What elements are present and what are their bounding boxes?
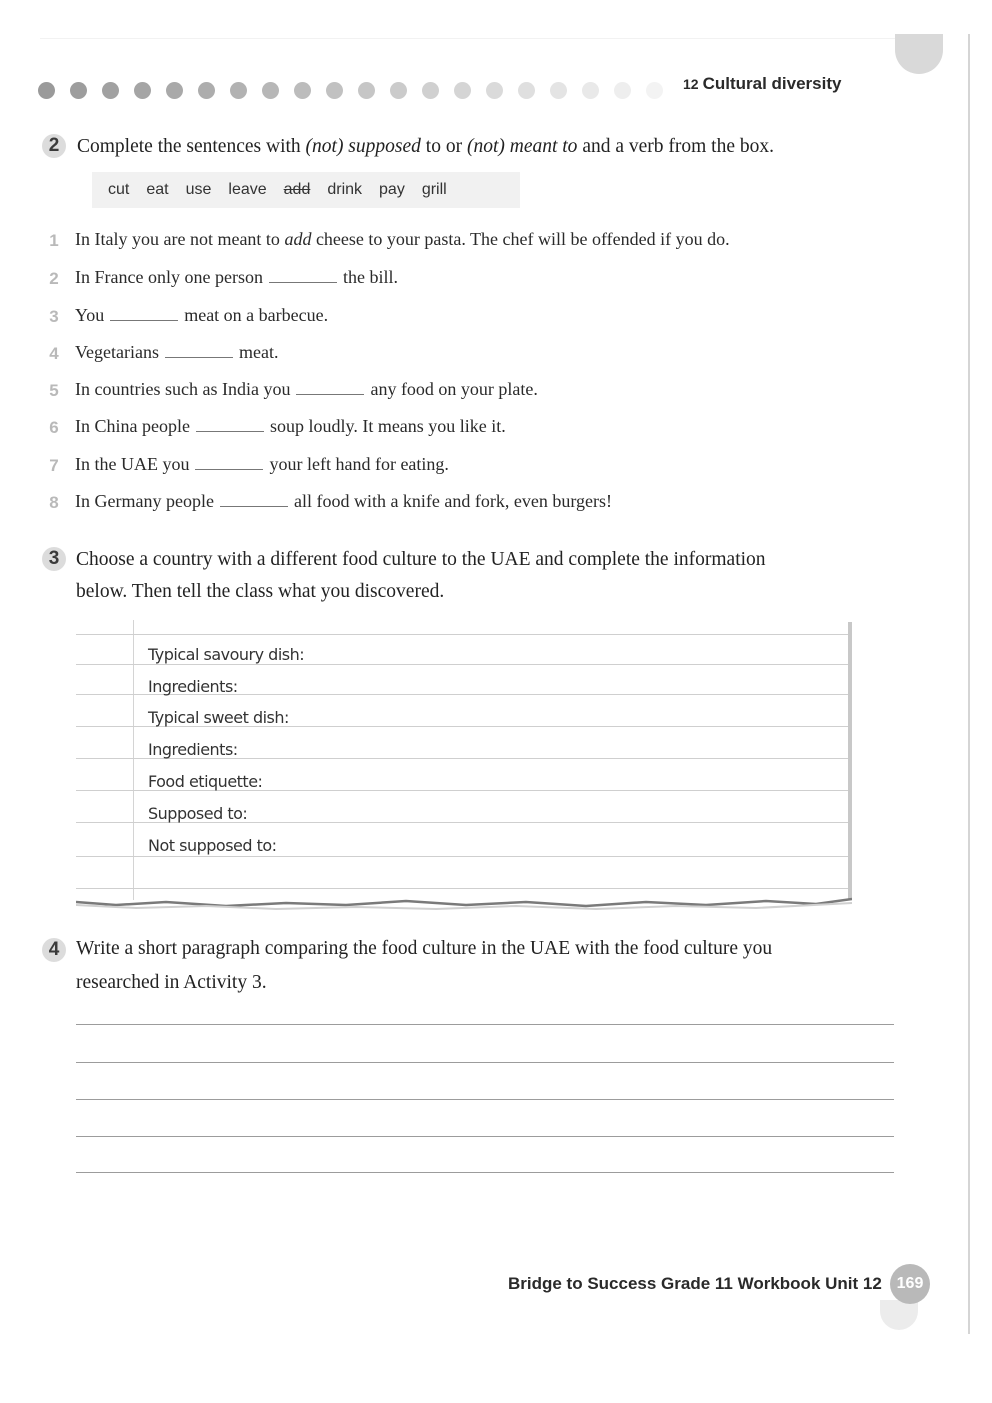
- dot-icon: [454, 82, 471, 99]
- dot-icon: [262, 82, 279, 99]
- sentence-start: In China people: [75, 416, 190, 436]
- unit-title: Cultural diversity: [702, 74, 842, 93]
- activity-2-number: 2: [42, 134, 66, 158]
- sentence-item: [75, 379, 538, 400]
- sentence-end: meat on a barbecue.: [184, 305, 329, 325]
- field-ingredients[interactable]: Ingredients:: [148, 740, 238, 759]
- sentence-end: meat.: [238, 342, 279, 362]
- item-number: 8: [49, 493, 59, 512]
- dot-icon: [166, 82, 183, 99]
- word-option: pay: [379, 181, 405, 198]
- dot-icon: [486, 82, 503, 99]
- sentence-item: [75, 305, 328, 326]
- item-number: 1: [49, 231, 59, 250]
- top-hairline: [40, 38, 920, 39]
- sentence-start: In Italy you are not meant to: [75, 229, 285, 249]
- dot-icon: [294, 82, 311, 99]
- dot-icon: [518, 82, 535, 99]
- answer-blank[interactable]: [196, 417, 264, 432]
- activity-4-instruction-line-2: researched in Activity 3.: [76, 972, 267, 993]
- sentence-end: cheese to your pasta. The chef will be offended if you do.: [311, 229, 730, 249]
- sentence-end: any food on your plate.: [370, 379, 538, 399]
- field-typical-savoury-dish[interactable]: Typical savoury dish:: [148, 645, 305, 664]
- instruction-text: to or: [420, 136, 467, 157]
- item-number: 5: [49, 381, 59, 400]
- footer-title: Bridge to Success Grade 11 Workbook Unit 12: [508, 1274, 882, 1293]
- writing-line[interactable]: [76, 1136, 894, 1137]
- dot-icon: [422, 82, 439, 99]
- notepaper-margin: [133, 620, 134, 900]
- word-option: grill: [421, 181, 447, 198]
- example-sentence: [75, 229, 730, 250]
- dot-icon: [550, 82, 567, 99]
- dot-icon: [358, 82, 375, 99]
- unit-number: 12: [683, 76, 699, 92]
- word-option: use: [185, 181, 212, 198]
- item-number: 7: [49, 456, 59, 475]
- dot-icon: [390, 82, 407, 99]
- field-food-etiquette[interactable]: Food etiquette:: [148, 772, 263, 791]
- field-typical-sweet-dish[interactable]: Typical sweet dish:: [148, 708, 289, 727]
- writing-line[interactable]: [76, 1099, 894, 1100]
- corner-decoration: [895, 34, 943, 74]
- sentence-end: soup loudly. It means you like it.: [269, 416, 506, 436]
- field-ingredients[interactable]: Ingredients:: [148, 677, 238, 696]
- dot-icon: [38, 82, 55, 99]
- dot-icon: [646, 82, 663, 99]
- activity-2-instruction: [77, 130, 774, 163]
- sentence-end: the bill.: [342, 267, 398, 287]
- sentence-item: [75, 491, 612, 512]
- item-number: 3: [49, 307, 59, 326]
- unit-header: [683, 74, 841, 94]
- sentence-end: all food with a knife and fork, even burgers!: [293, 491, 613, 511]
- note-rule: [76, 888, 848, 889]
- word-option: cut: [108, 181, 130, 198]
- item-number: 2: [49, 269, 59, 288]
- answer-blank[interactable]: [220, 492, 288, 507]
- instruction-text: Complete the sentences with: [77, 136, 306, 157]
- item-number: 4: [49, 344, 59, 363]
- item-number: 6: [49, 418, 59, 437]
- torn-edge: [76, 896, 852, 912]
- activity-3-number: 3: [42, 547, 66, 571]
- activity-3-instruction-line-2: below. Then tell the class what you discovered.: [76, 581, 445, 602]
- note-rule: [76, 664, 848, 665]
- word-option: drink: [327, 181, 363, 198]
- dot-icon: [102, 82, 119, 99]
- instruction-italic: (not) meant to: [466, 136, 578, 157]
- field-supposed-to[interactable]: Supposed to:: [148, 804, 248, 823]
- sentence-item: [75, 267, 398, 288]
- note-rule: [76, 634, 848, 635]
- page-number: 169: [890, 1264, 930, 1304]
- activity-3-instruction-line-1: Choose a country with a different food culture to the UAE and complete the information: [76, 549, 766, 570]
- note-rule: [76, 856, 848, 857]
- sentence-start: In Germany people: [75, 491, 214, 511]
- sentence-start: In France only one person: [75, 267, 263, 287]
- instruction-italic: (not) supposed: [305, 136, 421, 157]
- dot-icon: [326, 82, 343, 99]
- instruction-text: and a verb from the box.: [577, 136, 774, 157]
- answer-blank[interactable]: [296, 380, 364, 395]
- answer-blank[interactable]: [269, 268, 337, 283]
- sentence-start: In the UAE you: [75, 454, 190, 474]
- field-not-supposed-to[interactable]: Not supposed to:: [148, 836, 277, 855]
- example-answer: add: [284, 229, 312, 249]
- word-option: leave: [228, 181, 267, 198]
- notepaper-shadow: [848, 622, 852, 900]
- sentence-start: In countries such as India you: [75, 379, 291, 399]
- word-box: [92, 172, 520, 208]
- answer-blank[interactable]: [110, 306, 178, 321]
- dot-icon: [198, 82, 215, 99]
- header-dots: [38, 80, 678, 100]
- dot-icon: [70, 82, 87, 99]
- activity-4-instruction-line-1: Write a short paragraph comparing the food culture in the UAE with the food culture you: [76, 938, 773, 959]
- answer-blank[interactable]: [165, 343, 233, 358]
- writing-line[interactable]: [76, 1024, 894, 1025]
- writing-line[interactable]: [76, 1172, 894, 1173]
- sentence-start: You: [75, 305, 105, 325]
- activity-4-number: 4: [42, 938, 66, 962]
- page-badge-shadow: [880, 1300, 918, 1330]
- word-option-used: add: [283, 181, 311, 198]
- answer-blank[interactable]: [195, 455, 263, 470]
- dot-icon: [582, 82, 599, 99]
- dot-icon: [134, 82, 151, 99]
- writing-line[interactable]: [76, 1062, 894, 1063]
- sentence-item: [75, 342, 278, 363]
- sentence-item: [75, 416, 506, 437]
- sentence-item: [75, 454, 449, 475]
- page-edge: [968, 34, 970, 1334]
- dot-icon: [230, 82, 247, 99]
- dot-icon: [614, 82, 631, 99]
- word-option: eat: [146, 181, 169, 198]
- sentence-end: your left hand for eating.: [269, 454, 449, 474]
- sentence-start: Vegetarians: [75, 342, 159, 362]
